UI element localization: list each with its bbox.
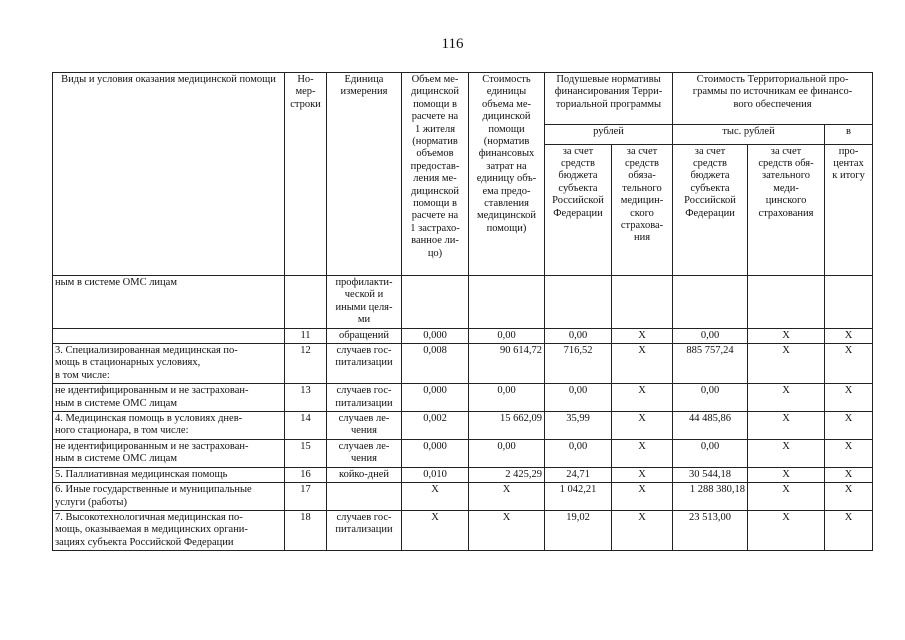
- row-cost: 2 425,29: [469, 467, 545, 482]
- row-percent: X: [825, 439, 873, 467]
- row-pc-budget: 0,00: [545, 328, 612, 343]
- header-oms-funds: за счет средств обяза- тельного медицин- ского страхова- ния: [612, 144, 673, 276]
- row-volume: 0,002: [402, 412, 469, 440]
- row-label: 6. Иные государственные и муниципальные услуги (работы): [53, 483, 285, 511]
- table-row: [53, 384, 873, 412]
- row-number: 15: [285, 439, 327, 467]
- row-percent: X: [825, 483, 873, 511]
- header-thousand-rubles: тыс. рублей: [673, 124, 825, 144]
- page-number: 116: [441, 36, 464, 52]
- row-pc-oms: X: [612, 510, 673, 550]
- table-row: [53, 328, 873, 343]
- row-number: 16: [285, 467, 327, 482]
- row-tc-budget: 0,00: [673, 328, 748, 343]
- header-rubles: рублей: [545, 124, 673, 144]
- row-pc-budget: 35,99: [545, 412, 612, 440]
- header-percent-in: в: [825, 124, 873, 144]
- header-row-1: [53, 73, 873, 125]
- row-pc-oms: X: [612, 328, 673, 343]
- row-number: 17: [285, 483, 327, 511]
- row-number: 14: [285, 412, 327, 440]
- row-pc-oms: X: [612, 467, 673, 482]
- header-unit: Единица измерения: [327, 73, 402, 276]
- row-cost: 90 614,72: [469, 344, 545, 384]
- table-row: [53, 467, 873, 482]
- row-unit: койко-дней: [327, 467, 402, 482]
- table-row: [53, 439, 873, 467]
- header-type-conditions: Виды и условия оказания медицинской помощи: [53, 73, 285, 276]
- row-pc-oms: X: [612, 439, 673, 467]
- header-row-number: Но- мер- строки: [285, 73, 327, 276]
- row-tc-oms: X: [748, 384, 825, 412]
- row-percent: X: [825, 510, 873, 550]
- header-per-capita: Подушевые нормативы финансирования Терри- ториальной программы: [545, 73, 673, 125]
- header-volume: Объем ме- дицинской помощи в расчете на 1 жителя (норматив объемов предостав- ления ме- дицинской помощи в расчете на 1 застрахо- ванное ли- цо): [402, 73, 469, 276]
- row-tc-budget: 30 544,18: [673, 467, 748, 482]
- row-label: 7. Высокотехнологичная медицинская по- мощь, оказываемая в медицинских органи- зациях субъекта Российской Федерации: [53, 510, 285, 550]
- row-label: 4. Медицинская помощь в условиях днев- ного стационара, в том числе:: [53, 412, 285, 440]
- row-tc-budget: 0,00: [673, 384, 748, 412]
- header-oms-funds-2: за счет средств обя- зательного меди- цинского страхования: [748, 144, 825, 276]
- table-row: [53, 344, 873, 384]
- row-percent: X: [825, 384, 873, 412]
- row-tc-budget: 23 513,00: [673, 510, 748, 550]
- table-row: [53, 276, 873, 329]
- row-unit: случаев гос- питализации: [327, 510, 402, 550]
- row-unit: [327, 483, 402, 511]
- row-label: 3. Специализированная медицинская по- мощь в стационарных условиях, в том числе:: [53, 344, 285, 384]
- row-number: 13: [285, 384, 327, 412]
- row-label: не идентифицированным и не застрахован- ным в системе ОМС лицам: [53, 384, 285, 412]
- row-number: 12: [285, 344, 327, 384]
- row-percent: X: [825, 467, 873, 482]
- row-number: [285, 276, 327, 329]
- row-percent: X: [825, 344, 873, 384]
- row-pc-budget: 0,00: [545, 439, 612, 467]
- row-volume: 0,000: [402, 328, 469, 343]
- row-tc-budget: 1 288 380,18: [673, 483, 748, 511]
- row-tc-budget: 0,00: [673, 439, 748, 467]
- header-budget-subject-2: за счет средств бюджета субъекта Российской Федерации: [673, 144, 748, 276]
- row-tc-budget: 44 485,86: [673, 412, 748, 440]
- row-volume: 0,010: [402, 467, 469, 482]
- row-unit: случаев ле- чения: [327, 412, 402, 440]
- row-cost: 0,00: [469, 439, 545, 467]
- row-cost: X: [469, 483, 545, 511]
- row-tc-oms: X: [748, 439, 825, 467]
- row-pc-budget: 19,02: [545, 510, 612, 550]
- header-budget-subject: за счет средств бюджета субъекта Российской Федерации: [545, 144, 612, 276]
- row-tc-oms: X: [748, 483, 825, 511]
- row-volume: 0,000: [402, 384, 469, 412]
- row-unit: обращений: [327, 328, 402, 343]
- row-pc-budget: 0,00: [545, 384, 612, 412]
- table-row: [53, 412, 873, 440]
- row-label: [53, 328, 285, 343]
- row-unit: случаев ле- чения: [327, 439, 402, 467]
- row-volume: X: [402, 483, 469, 511]
- row-unit: профилакти- ческой и иными целя- ми: [327, 276, 402, 329]
- row-tc-oms: X: [748, 344, 825, 384]
- row-unit: случаев гос- питализации: [327, 384, 402, 412]
- row-pc-oms: X: [612, 483, 673, 511]
- row-tc-oms: X: [748, 412, 825, 440]
- header-cost: Стоимость единицы объема ме- дицинской помощи (норматив финансовых затрат на единицу объ- ема предо- ставления медицинской помощи): [469, 73, 545, 276]
- row-pc-oms: X: [612, 344, 673, 384]
- row-volume: 0,008: [402, 344, 469, 384]
- row-tc-oms: X: [748, 510, 825, 550]
- row-tc-budget: 885 757,24: [673, 344, 748, 384]
- row-percent: X: [825, 328, 873, 343]
- row-label: не идентифицированным и не застрахован- ным в системе ОМС лицам: [53, 439, 285, 467]
- row-pc-oms: X: [612, 384, 673, 412]
- row-number: 18: [285, 510, 327, 550]
- row-label: 5. Паллиативная медицинская помощь: [53, 467, 285, 482]
- row-number: 11: [285, 328, 327, 343]
- row-pc-budget: 1 042,21: [545, 483, 612, 511]
- header-percent-total: про- центах к итогу: [825, 144, 873, 276]
- row-pc-oms: X: [612, 412, 673, 440]
- header-territorial-cost: Стоимость Территориальной про- граммы по источникам ее финансо- вого обеспечения: [673, 73, 873, 125]
- row-volume: X: [402, 510, 469, 550]
- table-row: [53, 483, 873, 511]
- row-label: ным в системе ОМС лицам: [53, 276, 285, 329]
- row-cost: 0,00: [469, 384, 545, 412]
- row-percent: X: [825, 412, 873, 440]
- row-cost: 15 662,09: [469, 412, 545, 440]
- table-row: [53, 510, 873, 550]
- row-pc-budget: 716,52: [545, 344, 612, 384]
- row-volume: 0,000: [402, 439, 469, 467]
- row-tc-oms: X: [748, 328, 825, 343]
- row-tc-oms: X: [748, 467, 825, 482]
- row-cost: 0,00: [469, 328, 545, 343]
- financing-table: [52, 72, 873, 551]
- row-unit: случаев гос- питализации: [327, 344, 402, 384]
- row-cost: X: [469, 510, 545, 550]
- row-pc-budget: 24,71: [545, 467, 612, 482]
